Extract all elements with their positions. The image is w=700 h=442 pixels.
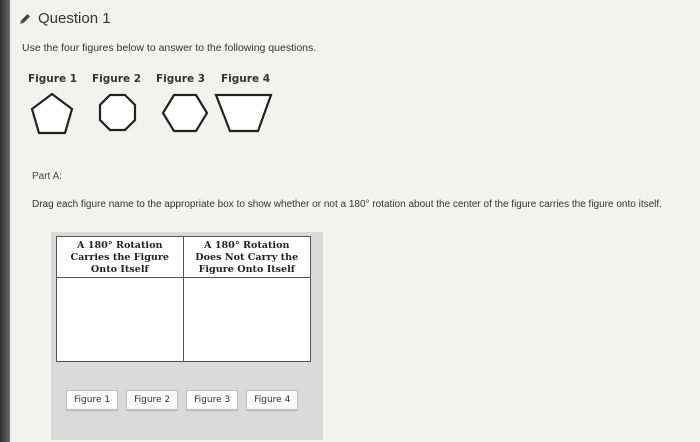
figure-label-4: Figure 4	[221, 73, 271, 85]
pencil-icon	[18, 12, 32, 26]
octagon-figure	[100, 95, 135, 130]
part-a-label: Part A:	[32, 171, 63, 182]
question-instruction: Use the four figures below to answer to the following questions.	[22, 42, 317, 54]
classification-table	[56, 236, 311, 362]
trapezoid-figure	[216, 95, 271, 131]
figure-chip-1[interactable]: Figure 1	[66, 390, 118, 410]
drop-zone-does-not-carry[interactable]	[184, 278, 311, 361]
figure-chip-3[interactable]: Figure 3	[186, 390, 238, 410]
figure-chip-tray	[66, 390, 298, 410]
column-header-does-not-carry	[184, 237, 311, 278]
left-edge-shadow	[0, 0, 10, 442]
part-a-instruction: Drag each figure name to the appropriate box to show whether or not a 180° rotation about the center of the figure carries the figure onto itself.	[32, 199, 662, 210]
figure-label-1: Figure 1	[28, 73, 78, 85]
question-title: Question 1	[38, 10, 111, 27]
column-header-carries	[57, 237, 184, 278]
figure-label-2: Figure 2	[92, 73, 142, 85]
figure-chip-2[interactable]: Figure 2	[126, 390, 178, 410]
column-header-does-not-carry-text: A 180° Rotation Does Not Carry the Figure Onto Itself	[195, 240, 299, 275]
column-header-carries-text: A 180° Rotation Carries the Figure Onto Itself	[70, 240, 170, 275]
figure-chip-4[interactable]: Figure 4	[246, 390, 298, 410]
drop-zone-carries[interactable]	[57, 278, 184, 361]
question-header	[18, 10, 111, 27]
figures-row	[28, 90, 278, 145]
figure-label-3: Figure 3	[156, 73, 206, 85]
hexagon-figure	[163, 95, 207, 131]
pentagon-figure	[32, 94, 72, 133]
